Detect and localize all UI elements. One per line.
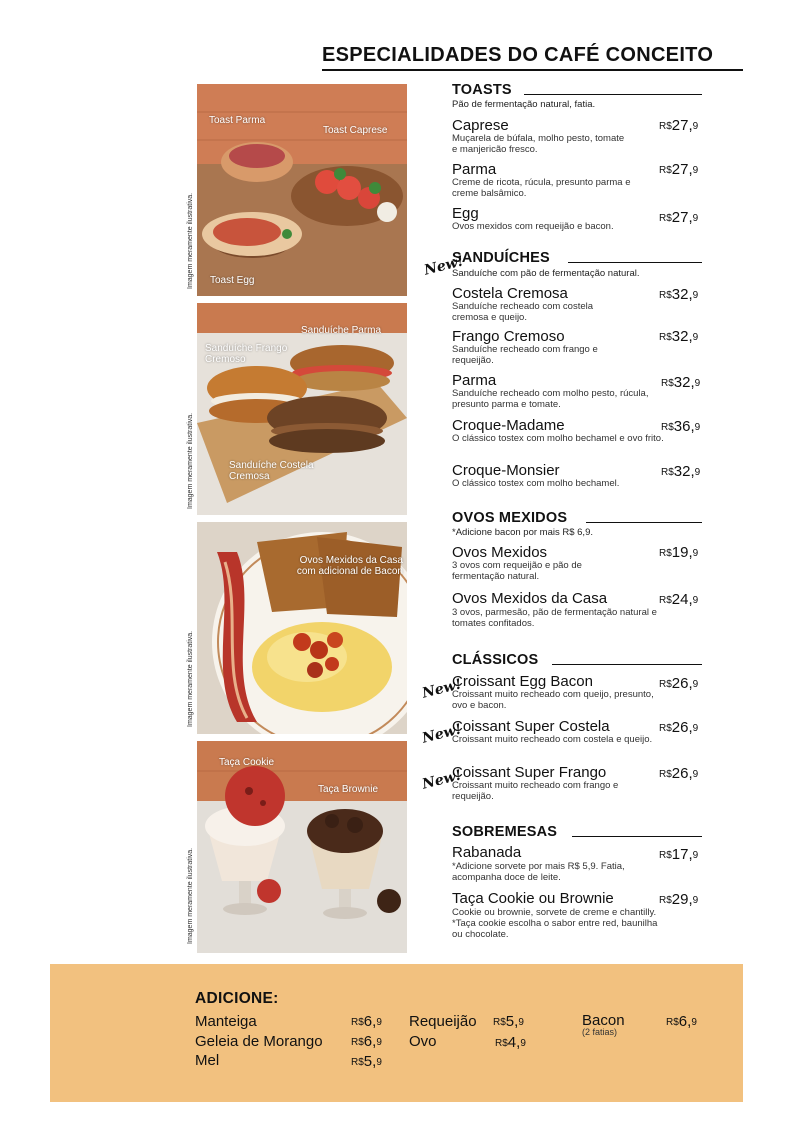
ovos-photo	[197, 522, 407, 734]
addon-name: Ovo	[409, 1033, 437, 1050]
item-description: Croissant muito recheado com frango e requeijão.	[452, 780, 619, 802]
item-name: Frango Cremoso	[452, 328, 565, 345]
price-cents: 9	[691, 1017, 697, 1028]
price-cents: 9	[376, 1057, 382, 1068]
currency-symbol: R$	[659, 165, 672, 176]
item-description: *Adicione sorvete por mais R$ 5,9. Fatia, acompanha doce de leite.	[452, 861, 625, 883]
price-cents: 9	[692, 769, 699, 780]
currency-symbol: R$	[659, 290, 672, 301]
currency-symbol: R$	[659, 213, 672, 224]
item-price	[661, 374, 700, 392]
price-integer: 6,	[363, 1013, 377, 1030]
currency-symbol: R$	[661, 378, 674, 389]
price-cents: 9	[692, 595, 699, 606]
currency-symbol: R$	[659, 723, 672, 734]
currency-symbol: R$	[659, 332, 672, 343]
section-title-classicos: CLÁSSICOS	[452, 652, 539, 668]
currency-symbol: R$	[495, 1038, 508, 1049]
section-rule	[524, 94, 702, 95]
section-rule	[568, 262, 702, 263]
item-price	[659, 544, 698, 562]
price-cents: 9	[692, 723, 699, 734]
addon-name: Bacon	[582, 1012, 625, 1029]
item-description: O clássico tostex com molho bechamel.	[452, 478, 620, 489]
sanduiches-photo	[197, 303, 407, 515]
addon-subtitle: (2 fatias)	[582, 1027, 618, 1037]
item-name: Croissant Egg Bacon	[452, 673, 593, 690]
item-name: Taça Cookie ou Brownie	[452, 890, 614, 907]
item-description: 3 ovos com requeijão e pão de fermentação natural.	[452, 560, 582, 582]
item-name: Egg	[452, 205, 479, 222]
currency-symbol: R$	[493, 1017, 506, 1028]
sobremesas-photo	[197, 741, 407, 953]
item-name: Rabanada	[452, 844, 522, 861]
price-cents: 9	[692, 895, 699, 906]
sobremesas-illustration	[197, 741, 407, 953]
item-name: Parma	[452, 372, 497, 389]
item-name: Coissant Super Frango	[452, 764, 607, 781]
section-note-toasts: Pão de fermentação natural, fatia.	[452, 99, 596, 110]
item-description: Sanduíche recheado com molho pesto, rúcula, presunto parma e tomate.	[452, 388, 649, 410]
ovos-illustration	[197, 522, 407, 734]
photo-label-toast-egg: Toast Egg	[210, 275, 255, 286]
item-name: Costela Cremosa	[452, 285, 568, 302]
item-description: Croissant muito recheado com queijo, presunto, ovo e bacon.	[452, 689, 654, 711]
price-cents: 9	[692, 121, 699, 132]
item-description: Muçarela de búfala, molho pesto, tomate e manjericão fresco.	[452, 133, 625, 155]
item-price	[659, 675, 698, 693]
photo-disclaimer: Imagem meramente ilustrativa.	[187, 192, 194, 289]
item-price	[659, 286, 698, 304]
price-integer: 32,	[671, 286, 693, 303]
photo-label-sanduiche-costela: Sanduíche Costela Cremosa	[229, 460, 314, 482]
photo-label-sanduiche-frango: Sanduíche Frango Cremoso	[205, 343, 288, 365]
addon-band	[50, 964, 743, 1102]
item-price	[659, 209, 698, 227]
title-rule	[322, 69, 743, 71]
item-description: Ovos mexidos com requeijão e bacon.	[452, 221, 614, 232]
price-integer: 32,	[673, 374, 695, 391]
price-cents: 9	[692, 679, 699, 690]
section-note-sanduiches: Sanduíche com pão de fermentação natural.	[452, 268, 640, 279]
section-title-sanduiches: SANDUÍCHES	[452, 250, 550, 266]
item-name: Caprese	[452, 117, 509, 134]
currency-symbol: R$	[659, 850, 672, 861]
addon-name: Mel	[195, 1052, 220, 1069]
item-price	[659, 891, 698, 909]
currency-symbol: R$	[661, 422, 674, 433]
section-title-ovos: OVOS MEXIDOS	[452, 510, 568, 526]
item-name: Croque-Monsier	[452, 462, 560, 479]
item-price	[661, 418, 700, 436]
item-description: Croissant muito recheado com costela e queijo.	[452, 734, 653, 745]
price-integer: 6,	[363, 1033, 377, 1050]
item-price	[659, 719, 698, 737]
price-integer: 26,	[671, 719, 693, 736]
currency-symbol: R$	[351, 1017, 364, 1028]
price-cents: 9	[694, 378, 701, 389]
photo-label-taca-cookie: Taça Cookie	[219, 757, 275, 768]
item-price	[659, 117, 698, 135]
price-integer: 17,	[671, 846, 693, 863]
page-title: ESPECIALIDADES DO CAFÉ CONCEITO	[322, 44, 714, 66]
item-price	[659, 846, 698, 864]
currency-symbol: R$	[659, 595, 672, 606]
price-cents: 9	[692, 213, 699, 224]
price-integer: 4,	[507, 1034, 521, 1051]
item-description: O clássico tostex com molho bechamel e ovo frito.	[452, 433, 664, 444]
addon-title: ADICIONE:	[195, 990, 279, 1007]
addon-price	[493, 1013, 524, 1031]
price-integer: 24,	[671, 591, 693, 608]
photo-label-ovos: Ovos Mexidos da Casa com adicional de Bacon	[296, 555, 403, 577]
section-rule	[586, 522, 702, 523]
addon-price	[351, 1053, 382, 1071]
currency-symbol: R$	[351, 1057, 364, 1068]
price-cents: 9	[692, 290, 699, 301]
currency-symbol: R$	[351, 1037, 364, 1048]
item-price	[659, 328, 698, 346]
item-price	[659, 161, 698, 179]
price-cents: 9	[692, 548, 699, 559]
item-name: Coissant Super Costela	[452, 718, 610, 735]
price-integer: 6,	[678, 1013, 692, 1030]
price-integer: 27,	[671, 117, 693, 134]
price-cents: 9	[376, 1037, 382, 1048]
currency-symbol: R$	[661, 467, 674, 478]
price-integer: 32,	[671, 328, 693, 345]
item-description: 3 ovos, parmesão, pão de fermentação natural e tomates confitados.	[452, 607, 657, 629]
price-cents: 9	[376, 1017, 382, 1028]
addon-name: Requeijão	[409, 1013, 477, 1030]
currency-symbol: R$	[659, 679, 672, 690]
price-integer: 29,	[671, 891, 693, 908]
price-cents: 9	[692, 850, 699, 861]
toasts-photo	[197, 84, 407, 296]
section-title-toasts: TOASTS	[452, 82, 512, 98]
item-name: Croque-Madame	[452, 417, 565, 434]
price-integer: 19,	[671, 544, 693, 561]
addon-name: Manteiga	[195, 1013, 257, 1030]
new-badge: New!	[420, 676, 464, 702]
new-badge: New!	[420, 721, 464, 747]
currency-symbol: R$	[659, 895, 672, 906]
price-cents: 9	[692, 165, 699, 176]
item-name: Ovos Mexidos	[452, 544, 548, 561]
new-badge: New!	[422, 253, 466, 279]
price-cents: 9	[694, 467, 701, 478]
item-name: Ovos Mexidos da Casa	[452, 590, 608, 607]
item-description: Sanduíche recheado com frango e requeijão.	[452, 344, 598, 366]
currency-symbol: R$	[659, 121, 672, 132]
price-integer: 27,	[671, 209, 693, 226]
item-name: Parma	[452, 161, 497, 178]
section-rule	[572, 836, 702, 837]
item-price	[659, 765, 698, 783]
price-cents: 9	[694, 422, 701, 433]
addon-price	[495, 1034, 526, 1052]
price-integer: 5,	[363, 1053, 377, 1070]
new-badge: New!	[420, 767, 464, 793]
section-rule	[552, 664, 702, 665]
addon-price	[666, 1013, 697, 1031]
photo-label-toast-parma: Toast Parma	[209, 115, 266, 126]
currency-symbol: R$	[659, 548, 672, 559]
section-note-ovos: *Adicione bacon por mais R$ 6,9.	[452, 527, 593, 538]
photo-label-toast-caprese: Toast Caprese	[323, 125, 388, 136]
price-integer: 5,	[505, 1013, 519, 1030]
price-cents: 9	[520, 1038, 526, 1049]
item-description: Creme de ricota, rúcula, presunto parma e creme balsâmico.	[452, 177, 631, 199]
addon-price	[351, 1033, 382, 1051]
price-integer: 26,	[671, 765, 693, 782]
photo-disclaimer: Imagem meramente ilustrativa.	[187, 630, 194, 727]
price-integer: 32,	[673, 463, 695, 480]
currency-symbol: R$	[659, 769, 672, 780]
section-title-sobremesas: SOBREMESAS	[452, 824, 558, 840]
price-cents: 9	[518, 1017, 524, 1028]
item-description: Cookie ou brownie, sorvete de creme e chantilly. *Taça cookie escolha o sabor entre red, baunilha ou chocolate.	[452, 907, 658, 940]
photo-disclaimer: Imagem meramente ilustrativa.	[187, 847, 194, 944]
currency-symbol: R$	[666, 1017, 679, 1028]
addon-name: Geleia de Morango	[195, 1033, 323, 1050]
addon-price	[351, 1013, 382, 1031]
price-integer: 26,	[671, 675, 693, 692]
price-integer: 36,	[673, 418, 695, 435]
item-description: Sanduíche recheado com costela cremosa e queijo.	[452, 301, 594, 323]
photo-label-taca-brownie: Taça Brownie	[318, 784, 379, 795]
price-cents: 9	[692, 332, 699, 343]
photo-label-sanduiche-parma: Sanduíche Parma	[301, 325, 382, 336]
price-integer: 27,	[671, 161, 693, 178]
photo-disclaimer: Imagem meramente ilustrativa.	[187, 412, 194, 509]
